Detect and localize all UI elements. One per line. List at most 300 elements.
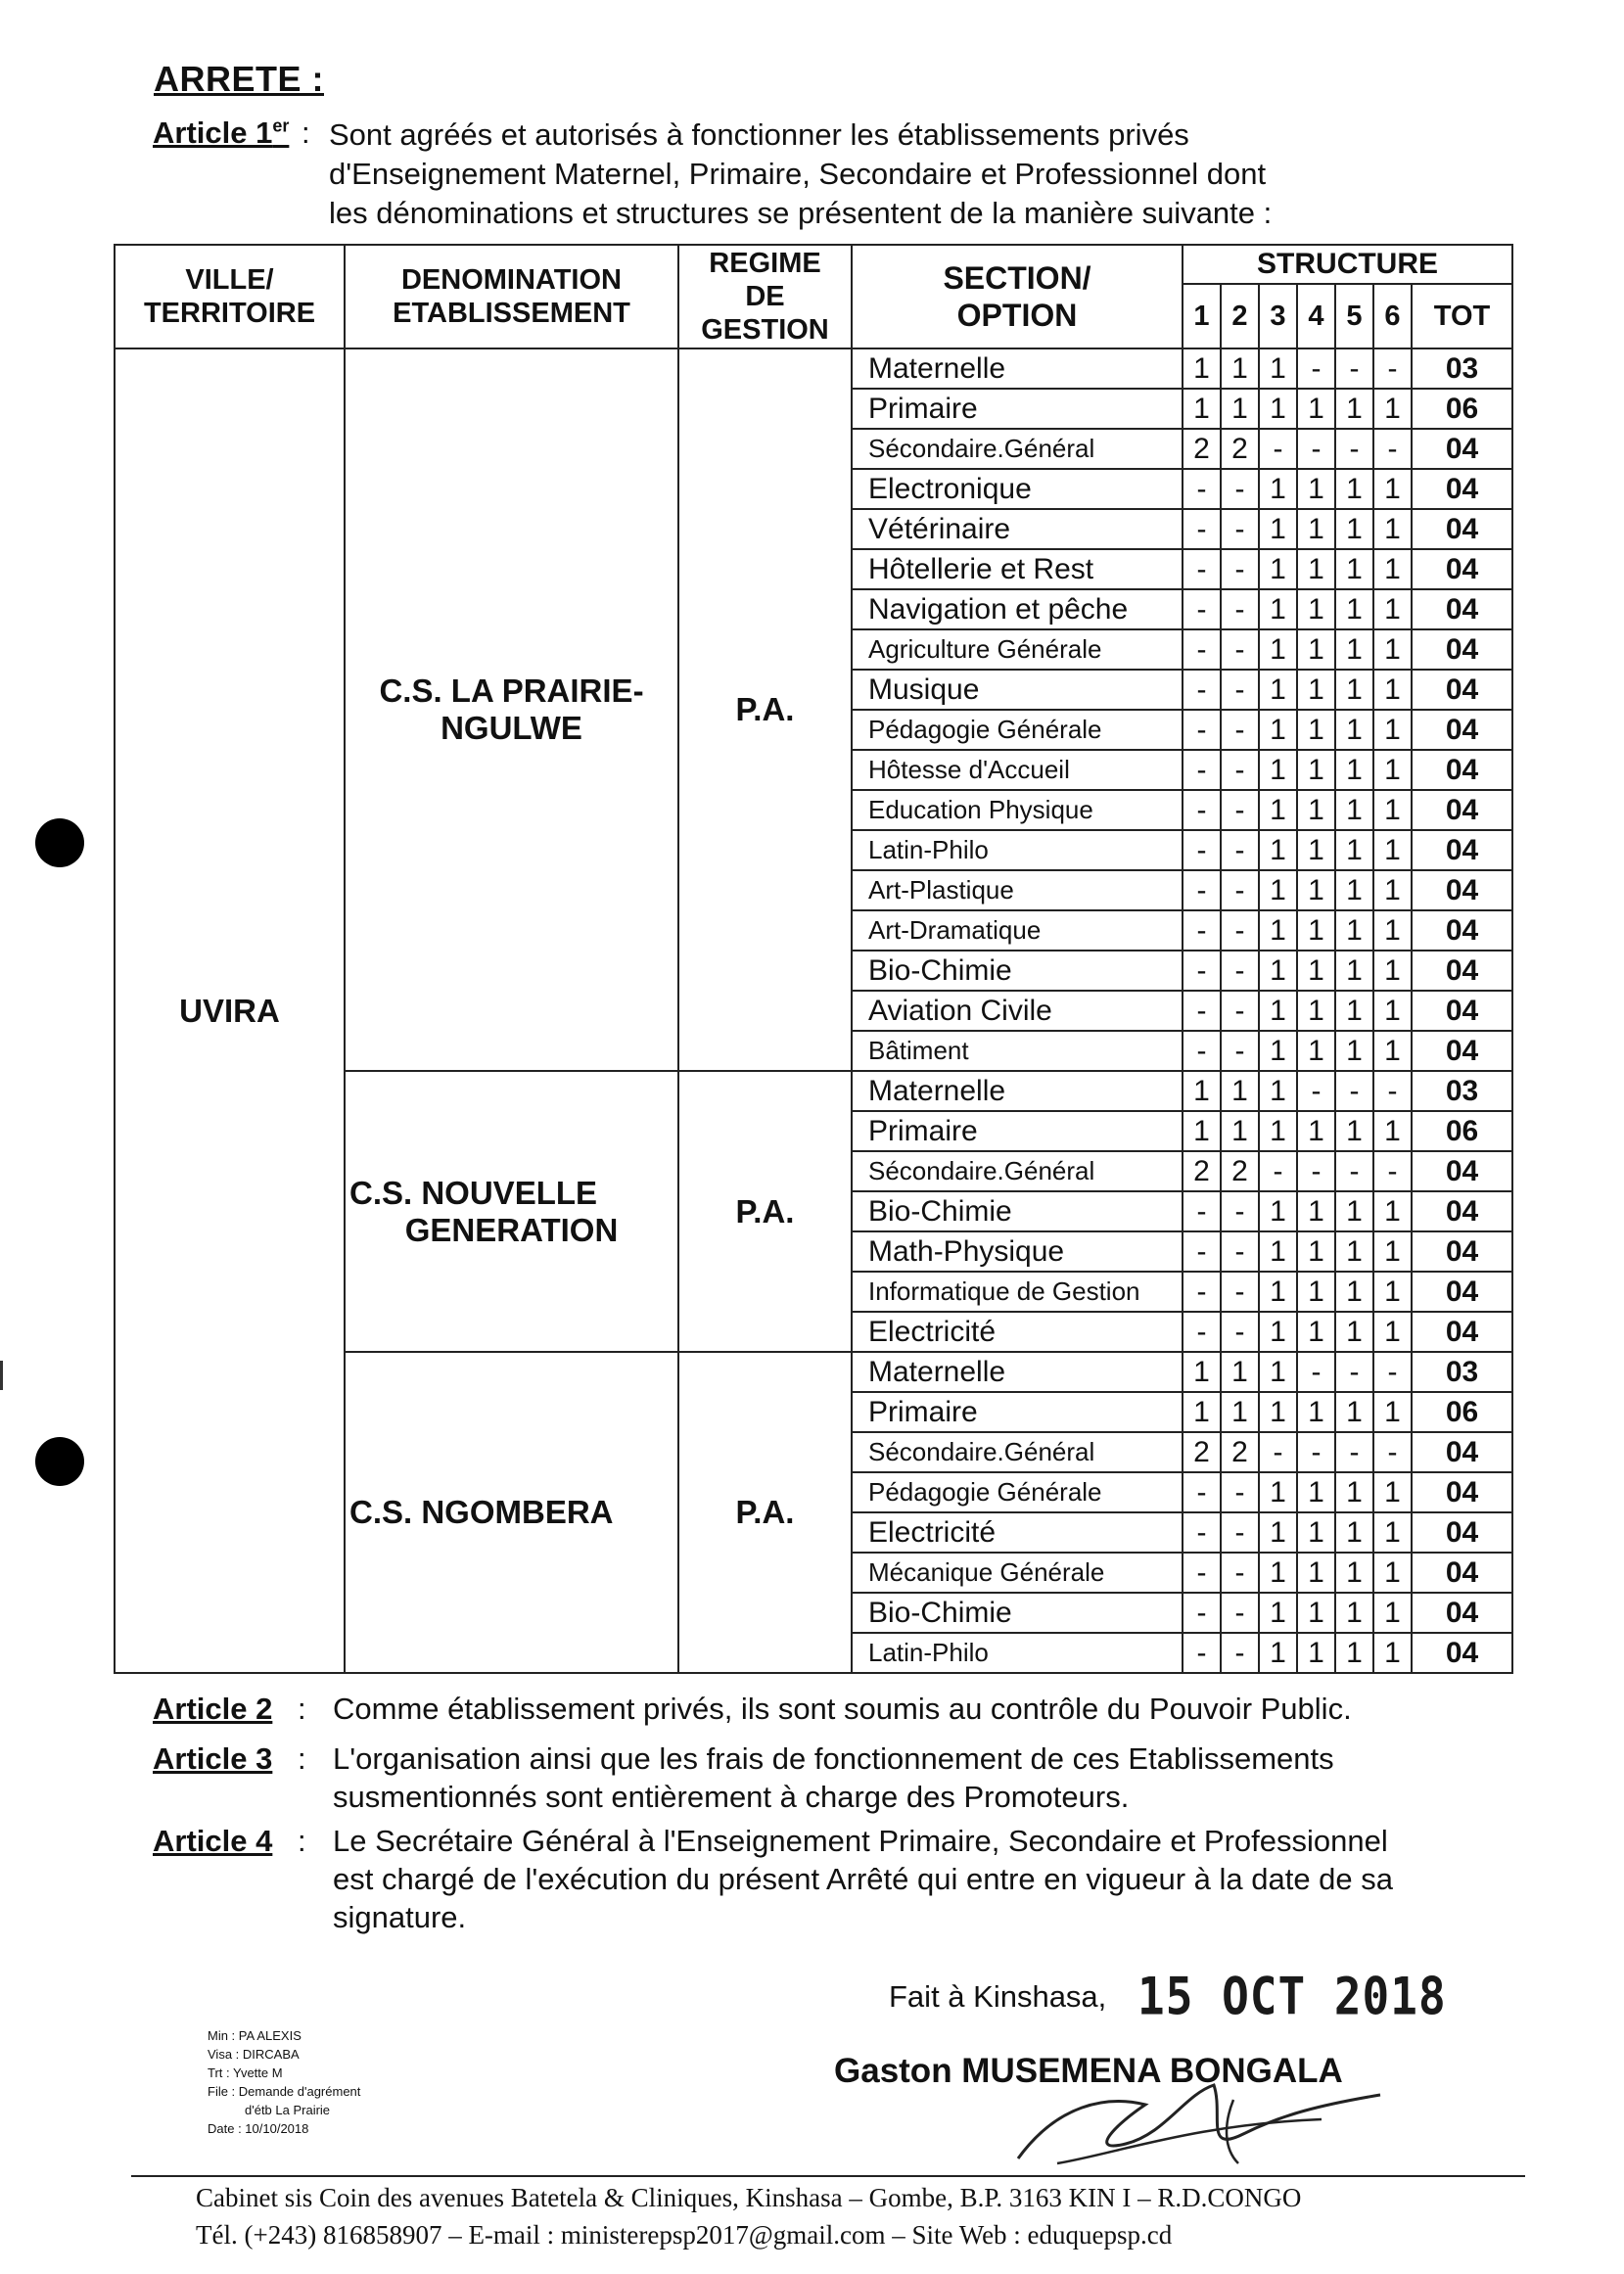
structure-value-cell: - bbox=[1221, 951, 1259, 991]
structure-value-cell: - bbox=[1183, 1633, 1221, 1673]
page-title: ARRETE : bbox=[154, 59, 324, 99]
section-cell: Musique bbox=[852, 670, 1183, 710]
structure-value-cell: 1 bbox=[1259, 629, 1297, 670]
total-cell: 04 bbox=[1412, 710, 1512, 750]
total-cell: 04 bbox=[1412, 790, 1512, 830]
structure-value-cell: 1 bbox=[1221, 1352, 1259, 1392]
structure-value-cell: - bbox=[1221, 1472, 1259, 1512]
section-cell: Agriculture Générale bbox=[852, 629, 1183, 670]
structure-value-cell: 1 bbox=[1221, 1392, 1259, 1432]
structure-value-cell: 1 bbox=[1259, 509, 1297, 549]
structure-value-cell: 1 bbox=[1297, 629, 1335, 670]
structure-value-cell: 1 bbox=[1373, 509, 1412, 549]
structure-value-cell: 1 bbox=[1373, 1191, 1412, 1231]
structure-value-cell: 1 bbox=[1221, 1111, 1259, 1151]
structure-value-cell: 1 bbox=[1259, 830, 1297, 870]
structure-value-cell: - bbox=[1183, 910, 1221, 951]
footer-address bbox=[196, 2179, 1301, 2253]
section-cell: Latin-Philo bbox=[852, 1633, 1183, 1673]
structure-value-cell: 1 bbox=[1335, 1553, 1373, 1593]
footer-divider bbox=[131, 2175, 1525, 2177]
structure-value-cell: - bbox=[1183, 469, 1221, 509]
header-col-2: 2 bbox=[1221, 284, 1259, 348]
structure-value-cell: 1 bbox=[1373, 870, 1412, 910]
structure-value-cell: - bbox=[1183, 750, 1221, 790]
section-cell: Aviation Civile bbox=[852, 991, 1183, 1031]
structure-value-cell: 1 bbox=[1335, 710, 1373, 750]
section-cell: Primaire bbox=[852, 1392, 1183, 1432]
structure-value-cell: 1 bbox=[1335, 670, 1373, 710]
structure-value-cell: - bbox=[1183, 951, 1221, 991]
total-cell: 04 bbox=[1412, 629, 1512, 670]
structure-value-cell: - bbox=[1221, 1553, 1259, 1593]
total-cell: 04 bbox=[1412, 1472, 1512, 1512]
structure-value-cell: 1 bbox=[1373, 389, 1412, 429]
structure-value-cell: 1 bbox=[1297, 790, 1335, 830]
structure-value-cell: - bbox=[1183, 1031, 1221, 1071]
punch-hole-top bbox=[35, 818, 84, 867]
structure-value-cell: 1 bbox=[1259, 549, 1297, 589]
signer-name: Gaston MUSEMENA BONGALA bbox=[834, 2052, 1343, 2090]
structure-value-cell: 1 bbox=[1373, 469, 1412, 509]
structure-value-cell: 1 bbox=[1335, 589, 1373, 629]
structure-value-cell: - bbox=[1335, 429, 1373, 469]
structure-value-cell: - bbox=[1221, 1272, 1259, 1312]
header-col-5: 5 bbox=[1335, 284, 1373, 348]
section-cell: Electricité bbox=[852, 1312, 1183, 1352]
section-cell: Bâtiment bbox=[852, 1031, 1183, 1071]
section-cell: Navigation et pêche bbox=[852, 589, 1183, 629]
structure-value-cell: 1 bbox=[1259, 469, 1297, 509]
structure-value-cell: 1 bbox=[1335, 750, 1373, 790]
total-cell: 04 bbox=[1412, 1312, 1512, 1352]
section-cell: Electricité bbox=[852, 1512, 1183, 1553]
structure-value-cell: 1 bbox=[1297, 589, 1335, 629]
structure-value-cell: 1 bbox=[1335, 549, 1373, 589]
total-cell: 04 bbox=[1412, 1553, 1512, 1593]
article-2-colon: : bbox=[298, 1692, 306, 1726]
structure-value-cell: 1 bbox=[1259, 870, 1297, 910]
structure-value-cell: 1 bbox=[1373, 1593, 1412, 1633]
table-header bbox=[115, 245, 1512, 348]
total-cell: 04 bbox=[1412, 509, 1512, 549]
footer-line-2: Tél. (+243) 816858907 – E-mail : ministerepsp2017@gmail.com – Site Web : eduquepsp.cd bbox=[196, 2220, 1173, 2250]
section-cell: Latin-Philo bbox=[852, 830, 1183, 870]
section-cell: Hôtellerie et Rest bbox=[852, 549, 1183, 589]
structure-value-cell: - bbox=[1221, 1312, 1259, 1352]
structure-value-cell: - bbox=[1221, 629, 1259, 670]
header-col-3: 3 bbox=[1259, 284, 1297, 348]
structure-value-cell: 1 bbox=[1183, 389, 1221, 429]
structure-value-cell: 1 bbox=[1335, 1593, 1373, 1633]
structure-value-cell: - bbox=[1297, 348, 1335, 389]
total-cell: 04 bbox=[1412, 1031, 1512, 1071]
article-1-text: Sont agréés et autorisés à fonctionner les établissements privés d'Enseignement Maternel, Primaire, Secondaire et Professionnel dont les dénominations et structures se présentent de la manière suivante : bbox=[329, 117, 1273, 230]
structure-value-cell: - bbox=[1221, 549, 1259, 589]
header-col-4: 4 bbox=[1297, 284, 1335, 348]
structure-value-cell: - bbox=[1297, 1352, 1335, 1392]
structure-value-cell: 1 bbox=[1297, 951, 1335, 991]
article-4-text: Le Secrétaire Général à l'Enseignement Primaire, Secondaire et Professionnel est chargé de l'exécution du présent Arrêté qui entre en vigueur à la date de sa signature. bbox=[333, 1824, 1394, 1934]
structure-value-cell: 1 bbox=[1221, 389, 1259, 429]
section-cell: Mécanique Générale bbox=[852, 1553, 1183, 1593]
structure-value-cell: 1 bbox=[1373, 1111, 1412, 1151]
section-cell: Bio-Chimie bbox=[852, 1191, 1183, 1231]
structure-value-cell: 1 bbox=[1373, 1312, 1412, 1352]
structure-value-cell: - bbox=[1259, 1151, 1297, 1191]
structure-value-cell: - bbox=[1373, 1432, 1412, 1472]
total-cell: 04 bbox=[1412, 1272, 1512, 1312]
section-cell: Pédagogie Générale bbox=[852, 710, 1183, 750]
structure-value-cell: 1 bbox=[1335, 1272, 1373, 1312]
structure-value-cell: 1 bbox=[1373, 790, 1412, 830]
structure-value-cell: 1 bbox=[1259, 1512, 1297, 1553]
structure-value-cell: - bbox=[1297, 1432, 1335, 1472]
total-cell: 04 bbox=[1412, 1151, 1512, 1191]
place-of-signature: Fait à Kinshasa, bbox=[889, 1979, 1107, 2014]
structure-value-cell: 1 bbox=[1335, 1111, 1373, 1151]
structure-value-cell: 1 bbox=[1221, 1071, 1259, 1111]
header-structure: STRUCTURE bbox=[1183, 245, 1512, 284]
structure-value-cell: - bbox=[1183, 589, 1221, 629]
regime-cell: P.A. bbox=[678, 1071, 852, 1352]
total-cell: 04 bbox=[1412, 469, 1512, 509]
structure-value-cell: - bbox=[1183, 1272, 1221, 1312]
header-regime: REGIME DE GESTION bbox=[678, 245, 852, 348]
section-cell: Informatique de Gestion bbox=[852, 1272, 1183, 1312]
total-cell: 04 bbox=[1412, 910, 1512, 951]
structure-value-cell: - bbox=[1183, 1312, 1221, 1352]
total-cell: 04 bbox=[1412, 991, 1512, 1031]
section-cell: Maternelle bbox=[852, 1352, 1183, 1392]
handwritten-signature bbox=[998, 2065, 1410, 2183]
header-col-tot: TOT bbox=[1412, 284, 1512, 348]
regime-cell: P.A. bbox=[678, 1352, 852, 1673]
section-cell: Art-Plastique bbox=[852, 870, 1183, 910]
section-cell: Electronique bbox=[852, 469, 1183, 509]
structure-value-cell: - bbox=[1221, 670, 1259, 710]
structure-value-cell: 1 bbox=[1335, 1031, 1373, 1071]
structure-value-cell: 1 bbox=[1259, 589, 1297, 629]
section-cell: Vétérinaire bbox=[852, 509, 1183, 549]
structure-value-cell: - bbox=[1259, 429, 1297, 469]
structure-value-cell: 1 bbox=[1373, 549, 1412, 589]
structure-value-cell: - bbox=[1183, 991, 1221, 1031]
structure-value-cell: 1 bbox=[1259, 1111, 1297, 1151]
structure-value-cell: - bbox=[1335, 1151, 1373, 1191]
structure-value-cell: 1 bbox=[1335, 910, 1373, 951]
structure-value-cell: 1 bbox=[1297, 830, 1335, 870]
structure-value-cell: 1 bbox=[1373, 1472, 1412, 1512]
article-2-label: Article 2 bbox=[153, 1692, 273, 1726]
structure-value-cell: - bbox=[1335, 348, 1373, 389]
structure-value-cell: 1 bbox=[1335, 991, 1373, 1031]
structure-value-cell: - bbox=[1183, 509, 1221, 549]
structure-value-cell: 1 bbox=[1259, 1352, 1297, 1392]
total-cell: 04 bbox=[1412, 951, 1512, 991]
structure-value-cell: 1 bbox=[1259, 1191, 1297, 1231]
school-name-cell: C.S. NOUVELLE GENERATION bbox=[345, 1071, 678, 1352]
structure-value-cell: - bbox=[1183, 710, 1221, 750]
structure-value-cell: - bbox=[1373, 1071, 1412, 1111]
structure-value-cell: 1 bbox=[1373, 670, 1412, 710]
structure-value-cell: 1 bbox=[1297, 1031, 1335, 1071]
section-cell: Hôtesse d'Accueil bbox=[852, 750, 1183, 790]
structure-value-cell: 1 bbox=[1335, 870, 1373, 910]
total-cell: 04 bbox=[1412, 1633, 1512, 1673]
structure-value-cell: 1 bbox=[1335, 1392, 1373, 1432]
section-cell: Maternelle bbox=[852, 348, 1183, 389]
structure-value-cell: - bbox=[1221, 870, 1259, 910]
structure-value-cell: 1 bbox=[1259, 951, 1297, 991]
school-name-cell: C.S. LA PRAIRIE- NGULWE bbox=[345, 348, 678, 1071]
structure-value-cell: - bbox=[1221, 1031, 1259, 1071]
total-cell: 04 bbox=[1412, 670, 1512, 710]
structure-table bbox=[114, 244, 1513, 1674]
total-cell: 04 bbox=[1412, 1191, 1512, 1231]
article-1-label: Article 1er bbox=[153, 116, 290, 150]
structure-value-cell: 2 bbox=[1183, 429, 1221, 469]
total-cell: 04 bbox=[1412, 1231, 1512, 1272]
structure-value-cell: 1 bbox=[1335, 790, 1373, 830]
structure-value-cell: 2 bbox=[1221, 1432, 1259, 1472]
structure-value-cell: 2 bbox=[1183, 1151, 1221, 1191]
structure-value-cell: 1 bbox=[1297, 991, 1335, 1031]
structure-value-cell: 1 bbox=[1373, 1633, 1412, 1673]
structure-value-cell: - bbox=[1221, 1633, 1259, 1673]
structure-value-cell: - bbox=[1183, 629, 1221, 670]
structure-value-cell: 1 bbox=[1297, 670, 1335, 710]
section-cell: Bio-Chimie bbox=[852, 951, 1183, 991]
structure-value-cell: 1 bbox=[1259, 710, 1297, 750]
structure-value-cell: 1 bbox=[1183, 348, 1221, 389]
structure-value-cell: - bbox=[1183, 1191, 1221, 1231]
section-cell: Sécondaire.Général bbox=[852, 1151, 1183, 1191]
structure-value-cell: 1 bbox=[1335, 951, 1373, 991]
structure-value-cell: 1 bbox=[1373, 750, 1412, 790]
structure-value-cell: - bbox=[1221, 469, 1259, 509]
structure-value-cell: - bbox=[1183, 1231, 1221, 1272]
header-col-1: 1 bbox=[1183, 284, 1221, 348]
structure-value-cell: - bbox=[1297, 429, 1335, 469]
structure-value-cell: 1 bbox=[1297, 1553, 1335, 1593]
structure-value-cell: 1 bbox=[1297, 1231, 1335, 1272]
structure-value-cell: 1 bbox=[1373, 589, 1412, 629]
structure-value-cell: - bbox=[1183, 870, 1221, 910]
structure-value-cell: - bbox=[1259, 1432, 1297, 1472]
total-cell: 04 bbox=[1412, 429, 1512, 469]
structure-value-cell: - bbox=[1183, 1593, 1221, 1633]
structure-value-cell: 1 bbox=[1373, 1231, 1412, 1272]
total-cell: 04 bbox=[1412, 1432, 1512, 1472]
structure-value-cell: 1 bbox=[1335, 509, 1373, 549]
structure-value-cell: 1 bbox=[1297, 1392, 1335, 1432]
structure-value-cell: 1 bbox=[1373, 1031, 1412, 1071]
header-section: SECTION/ OPTION bbox=[852, 245, 1183, 348]
total-cell: 06 bbox=[1412, 389, 1512, 429]
structure-value-cell: 1 bbox=[1373, 710, 1412, 750]
structure-value-cell: - bbox=[1373, 429, 1412, 469]
structure-value-cell: 1 bbox=[1335, 1633, 1373, 1673]
structure-value-cell: 1 bbox=[1373, 910, 1412, 951]
structure-value-cell: - bbox=[1183, 1553, 1221, 1593]
structure-value-cell: 2 bbox=[1221, 1151, 1259, 1191]
structure-value-cell: 1 bbox=[1297, 1633, 1335, 1673]
article-2-text: Comme établissement privés, ils sont soumis au contrôle du Pouvoir Public. bbox=[333, 1692, 1352, 1726]
structure-value-cell: - bbox=[1335, 1352, 1373, 1392]
structure-value-cell: 1 bbox=[1335, 389, 1373, 429]
structure-value-cell: 1 bbox=[1183, 1352, 1221, 1392]
structure-value-cell: 1 bbox=[1335, 629, 1373, 670]
structure-value-cell: 1 bbox=[1335, 1231, 1373, 1272]
structure-value-cell: 1 bbox=[1373, 991, 1412, 1031]
structure-value-cell: 1 bbox=[1259, 348, 1297, 389]
structure-value-cell: - bbox=[1183, 1512, 1221, 1553]
structure-value-cell: 1 bbox=[1259, 1472, 1297, 1512]
article-3-colon: : bbox=[298, 1741, 306, 1776]
structure-value-cell: 1 bbox=[1297, 509, 1335, 549]
structure-value-cell: - bbox=[1221, 790, 1259, 830]
total-cell: 04 bbox=[1412, 830, 1512, 870]
total-cell: 03 bbox=[1412, 1071, 1512, 1111]
article-3-text: L'organisation ainsi que les frais de fonctionnement de ces Etablissements susmentionnés sont entièrement à charge des Promoteurs. bbox=[333, 1741, 1334, 1814]
structure-value-cell: 1 bbox=[1335, 1312, 1373, 1352]
structure-value-cell: 2 bbox=[1221, 429, 1259, 469]
structure-value-cell: 1 bbox=[1259, 1031, 1297, 1071]
punch-hole-bottom bbox=[35, 1437, 84, 1486]
structure-value-cell: 1 bbox=[1373, 830, 1412, 870]
structure-value-cell: 1 bbox=[1297, 1111, 1335, 1151]
structure-value-cell: 1 bbox=[1335, 830, 1373, 870]
structure-value-cell: 1 bbox=[1297, 710, 1335, 750]
section-cell: Maternelle bbox=[852, 1071, 1183, 1111]
structure-value-cell: - bbox=[1183, 1472, 1221, 1512]
structure-value-cell: 1 bbox=[1183, 1071, 1221, 1111]
structure-value-cell: - bbox=[1221, 1512, 1259, 1553]
article-4-colon: : bbox=[298, 1824, 306, 1858]
structure-value-cell: 1 bbox=[1297, 549, 1335, 589]
structure-value-cell: 1 bbox=[1373, 1392, 1412, 1432]
structure-value-cell: 1 bbox=[1297, 389, 1335, 429]
structure-value-cell: - bbox=[1373, 1151, 1412, 1191]
structure-value-cell: - bbox=[1183, 549, 1221, 589]
structure-value-cell: 1 bbox=[1259, 790, 1297, 830]
structure-value-cell: - bbox=[1297, 1071, 1335, 1111]
structure-value-cell: 1 bbox=[1335, 1512, 1373, 1553]
structure-value-cell: 1 bbox=[1259, 1312, 1297, 1352]
section-cell: Bio-Chimie bbox=[852, 1593, 1183, 1633]
structure-value-cell: - bbox=[1335, 1071, 1373, 1111]
section-cell: Education Physique bbox=[852, 790, 1183, 830]
structure-value-cell: - bbox=[1221, 710, 1259, 750]
structure-value-cell: - bbox=[1335, 1432, 1373, 1472]
structure-value-cell: 2 bbox=[1183, 1432, 1221, 1472]
structure-value-cell: 1 bbox=[1335, 469, 1373, 509]
structure-value-cell: 1 bbox=[1373, 1553, 1412, 1593]
section-cell: Sécondaire.Général bbox=[852, 1432, 1183, 1472]
city-cell: UVIRA bbox=[115, 348, 345, 1673]
article-3-label: Article 3 bbox=[153, 1741, 273, 1776]
total-cell: 04 bbox=[1412, 1512, 1512, 1553]
structure-value-cell: 1 bbox=[1183, 1392, 1221, 1432]
structure-value-cell: 1 bbox=[1373, 1512, 1412, 1553]
structure-value-cell: - bbox=[1221, 750, 1259, 790]
structure-value-cell: - bbox=[1183, 790, 1221, 830]
structure-value-cell: 1 bbox=[1297, 750, 1335, 790]
scan-mark bbox=[0, 1361, 3, 1390]
reference-notes: Min : PA ALEXIS Visa : DIRCABA Trt : Yvette M File : Demande d'agrément d'étb La Prairie Date : 10/10/2018 bbox=[208, 2028, 361, 2136]
total-cell: 04 bbox=[1412, 549, 1512, 589]
structure-value-cell: 1 bbox=[1335, 1472, 1373, 1512]
section-cell: Sécondaire.Général bbox=[852, 429, 1183, 469]
header-col-6: 6 bbox=[1373, 284, 1412, 348]
structure-value-cell: - bbox=[1221, 910, 1259, 951]
regime-cell: P.A. bbox=[678, 348, 852, 1071]
section-cell: Art-Dramatique bbox=[852, 910, 1183, 951]
structure-value-cell: 1 bbox=[1373, 1272, 1412, 1312]
structure-value-cell: - bbox=[1297, 1151, 1335, 1191]
structure-value-cell: - bbox=[1221, 1593, 1259, 1633]
article-1-colon: : bbox=[302, 116, 310, 150]
section-cell: Math-Physique bbox=[852, 1231, 1183, 1272]
structure-value-cell: - bbox=[1221, 1231, 1259, 1272]
structure-value-cell: 1 bbox=[1335, 1191, 1373, 1231]
total-cell: 03 bbox=[1412, 348, 1512, 389]
total-cell: 06 bbox=[1412, 1111, 1512, 1151]
structure-value-cell: - bbox=[1221, 509, 1259, 549]
section-cell: Primaire bbox=[852, 1111, 1183, 1151]
structure-value-cell: 1 bbox=[1259, 1392, 1297, 1432]
structure-value-cell: - bbox=[1221, 589, 1259, 629]
structure-value-cell: 1 bbox=[1297, 1312, 1335, 1352]
structure-value-cell: 1 bbox=[1183, 1111, 1221, 1151]
structure-value-cell: 1 bbox=[1259, 1272, 1297, 1312]
table-row bbox=[115, 348, 1512, 389]
section-cell: Primaire bbox=[852, 389, 1183, 429]
section-cell: Pédagogie Générale bbox=[852, 1472, 1183, 1512]
school-name-cell: C.S. NGOMBERA bbox=[345, 1352, 678, 1673]
structure-value-cell: 1 bbox=[1297, 1512, 1335, 1553]
structure-value-cell: 1 bbox=[1297, 1191, 1335, 1231]
structure-value-cell: 1 bbox=[1259, 750, 1297, 790]
structure-value-cell: 1 bbox=[1297, 469, 1335, 509]
structure-value-cell: 1 bbox=[1259, 1071, 1297, 1111]
structure-value-cell: 1 bbox=[1297, 910, 1335, 951]
article-4-label: Article 4 bbox=[153, 1824, 273, 1858]
header-denomination: DENOMINATION ETABLISSEMENT bbox=[345, 245, 678, 348]
header-ville: VILLE/ TERRITOIRE bbox=[115, 245, 345, 348]
structure-value-cell: 1 bbox=[1297, 870, 1335, 910]
structure-value-cell: 1 bbox=[1259, 1633, 1297, 1673]
structure-value-cell: 1 bbox=[1297, 1593, 1335, 1633]
structure-value-cell: 1 bbox=[1221, 348, 1259, 389]
structure-value-cell: 1 bbox=[1259, 991, 1297, 1031]
structure-value-cell: 1 bbox=[1259, 670, 1297, 710]
structure-value-cell: 1 bbox=[1259, 910, 1297, 951]
total-cell: 04 bbox=[1412, 870, 1512, 910]
structure-value-cell: - bbox=[1373, 1352, 1412, 1392]
structure-value-cell: 1 bbox=[1259, 1231, 1297, 1272]
structure-value-cell: 1 bbox=[1259, 389, 1297, 429]
structure-value-cell: - bbox=[1183, 670, 1221, 710]
total-cell: 04 bbox=[1412, 589, 1512, 629]
total-cell: 06 bbox=[1412, 1392, 1512, 1432]
total-cell: 03 bbox=[1412, 1352, 1512, 1392]
total-cell: 04 bbox=[1412, 750, 1512, 790]
structure-value-cell: - bbox=[1221, 1191, 1259, 1231]
structure-value-cell: - bbox=[1373, 348, 1412, 389]
structure-value-cell: - bbox=[1183, 830, 1221, 870]
